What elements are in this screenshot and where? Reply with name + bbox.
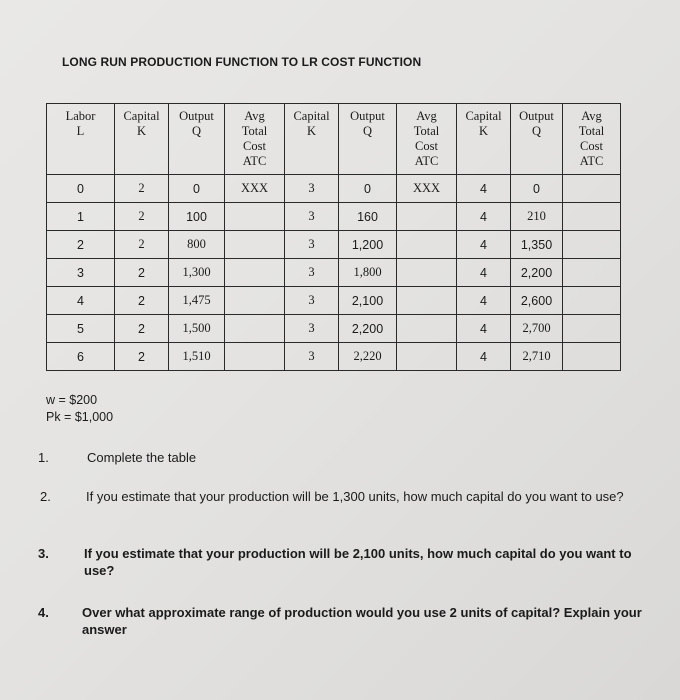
- table-cell: [225, 343, 285, 371]
- table-cell: 2,200: [511, 259, 563, 287]
- table-cell: 2: [47, 231, 115, 259]
- table-cell: [225, 203, 285, 231]
- table-cell: [563, 231, 621, 259]
- table-cell: XXX: [397, 175, 457, 203]
- table-cell: 2,100: [339, 287, 397, 315]
- table-cell: 2,600: [511, 287, 563, 315]
- table-cell: 1,510: [169, 343, 225, 371]
- table-row: [47, 343, 621, 371]
- table-cell: [225, 231, 285, 259]
- table-cell: 3: [285, 231, 339, 259]
- table-row: [47, 231, 621, 259]
- table-cell: 0: [511, 175, 563, 203]
- table-cell: [225, 287, 285, 315]
- table-cell: 1,300: [169, 259, 225, 287]
- header-capital-2: Capital K: [285, 104, 339, 175]
- table-cell: 2: [115, 231, 169, 259]
- page-title: LONG RUN PRODUCTION FUNCTION TO LR COST FUNCTION: [62, 55, 422, 69]
- question-number: 3.: [38, 546, 49, 561]
- question-text: If you estimate that your production will be 1,300 units, how much capital do you want to use?: [86, 489, 624, 504]
- table-cell: 100: [169, 203, 225, 231]
- question-text: Over what approximate range of production would you use 2 units of capital? Explain your answer: [82, 605, 642, 637]
- production-table: [46, 103, 621, 371]
- table-cell: [563, 343, 621, 371]
- price-parameters: [46, 392, 113, 426]
- table-cell: 1,200: [339, 231, 397, 259]
- question-number: 2.: [40, 489, 51, 504]
- header-capital-1: Capital K: [115, 104, 169, 175]
- question-text: If you estimate that your production will be 2,100 units, how much capital do you want to use?: [84, 546, 632, 578]
- table-cell: XXX: [225, 175, 285, 203]
- table-cell: 2: [115, 315, 169, 343]
- header-output-2: Output Q: [339, 104, 397, 175]
- table-cell: 1,475: [169, 287, 225, 315]
- table-cell: 4: [457, 315, 511, 343]
- table-cell: [563, 203, 621, 231]
- table-row: [47, 259, 621, 287]
- table-cell: 4: [457, 343, 511, 371]
- header-atc-3: Avg Total Cost ATC: [563, 104, 621, 175]
- question-number: 4.: [38, 605, 49, 620]
- table-row: [47, 175, 621, 203]
- table-cell: 4: [457, 287, 511, 315]
- table-cell: 5: [47, 315, 115, 343]
- table-cell: 4: [457, 259, 511, 287]
- table-cell: 6: [47, 343, 115, 371]
- question-number: 1.: [38, 450, 49, 465]
- table-cell: 3: [285, 175, 339, 203]
- table-cell: 1,800: [339, 259, 397, 287]
- table-cell: [397, 315, 457, 343]
- table-cell: [397, 231, 457, 259]
- table-cell: 1,500: [169, 315, 225, 343]
- table-cell: 2,710: [511, 343, 563, 371]
- table-cell: 3: [285, 343, 339, 371]
- table-cell: 160: [339, 203, 397, 231]
- table-cell: 2: [115, 343, 169, 371]
- table-cell: 3: [285, 259, 339, 287]
- header-labor: Labor L: [47, 104, 115, 175]
- table-row: [47, 203, 621, 231]
- header-atc-2: Avg Total Cost ATC: [397, 104, 457, 175]
- table-cell: 0: [169, 175, 225, 203]
- table-cell: [397, 259, 457, 287]
- table-cell: [563, 315, 621, 343]
- header-output-1: Output Q: [169, 104, 225, 175]
- table-cell: 800: [169, 231, 225, 259]
- table-cell: 4: [47, 287, 115, 315]
- table-cell: 1: [47, 203, 115, 231]
- table-cell: 3: [285, 315, 339, 343]
- table-cell: 3: [47, 259, 115, 287]
- table-row: [47, 287, 621, 315]
- question-text: Complete the table: [87, 450, 197, 465]
- table-cell: [225, 259, 285, 287]
- table-cell: 0: [47, 175, 115, 203]
- table-cell: 2: [115, 259, 169, 287]
- table-cell: 210: [511, 203, 563, 231]
- header-capital-3: Capital K: [457, 104, 511, 175]
- table-cell: [397, 287, 457, 315]
- table-cell: 4: [457, 203, 511, 231]
- table-cell: 2: [115, 287, 169, 315]
- header-output-3: Output Q: [511, 104, 563, 175]
- table-cell: [563, 175, 621, 203]
- table-cell: 2,700: [511, 315, 563, 343]
- header-atc-1: Avg Total Cost ATC: [225, 104, 285, 175]
- table-header-row: [47, 104, 621, 175]
- table-cell: 2: [115, 175, 169, 203]
- table-cell: [563, 259, 621, 287]
- table-cell: [397, 203, 457, 231]
- table-cell: [225, 315, 285, 343]
- capital-price-value: Pk = $1,000: [46, 410, 114, 424]
- table-cell: 4: [457, 175, 511, 203]
- table-cell: 2,220: [339, 343, 397, 371]
- table-cell: 1,350: [511, 231, 563, 259]
- table-row: [47, 315, 621, 343]
- table-cell: 3: [285, 203, 339, 231]
- table-cell: [563, 287, 621, 315]
- table-cell: 4: [457, 231, 511, 259]
- wage-value: w = $200: [46, 393, 98, 407]
- table-cell: 0: [339, 175, 397, 203]
- table-cell: 2: [115, 203, 169, 231]
- table-cell: 3: [285, 287, 339, 315]
- table-cell: [397, 343, 457, 371]
- table-cell: 2,200: [339, 315, 397, 343]
